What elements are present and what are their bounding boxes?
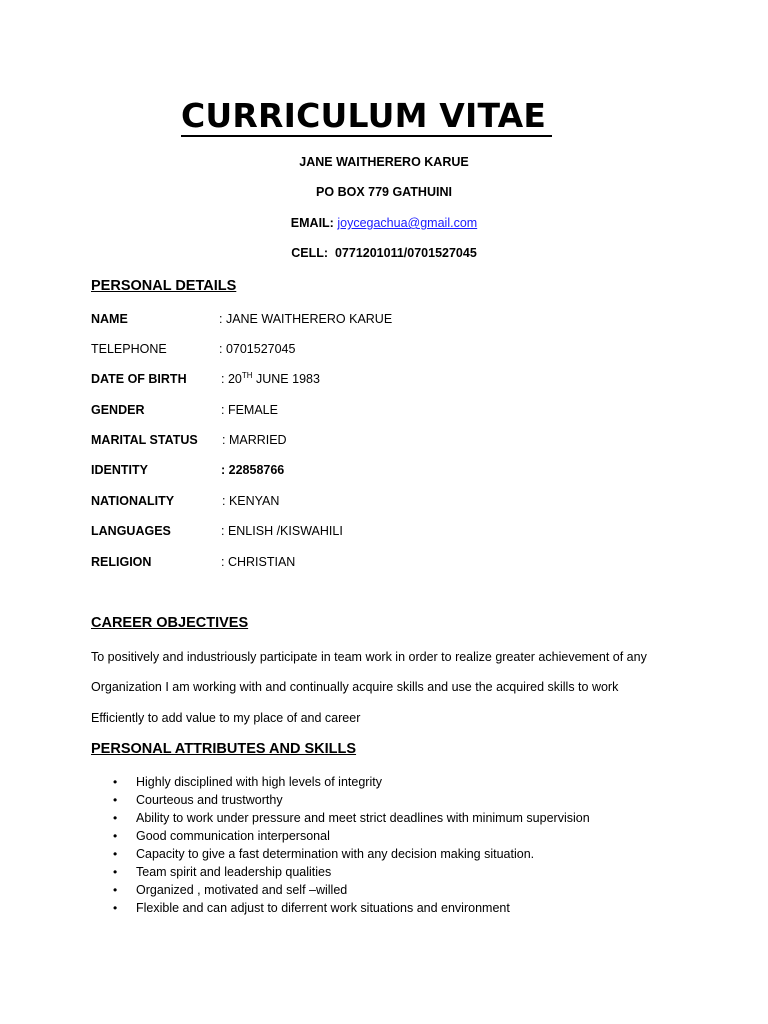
header-address: PO BOX 779 GATHUINI bbox=[316, 185, 452, 199]
detail-label: NATIONALITY bbox=[91, 494, 175, 508]
detail-value: : MARRIED bbox=[222, 433, 287, 447]
list-item bbox=[91, 810, 590, 828]
attributes-heading: PERSONAL ATTRIBUTES AND SKILLS bbox=[91, 741, 357, 757]
bullet-icon: • bbox=[113, 847, 118, 861]
skill-text: Good communication interpersonal bbox=[136, 829, 330, 843]
email-label: EMAIL: bbox=[290, 216, 334, 230]
email-link[interactable]: joycegachua@gmail.com bbox=[337, 216, 478, 230]
list-item bbox=[91, 792, 590, 810]
header-name: JANE WAITHERERO KARUE bbox=[299, 155, 469, 169]
detail-value bbox=[221, 371, 320, 387]
bullet-icon: • bbox=[113, 883, 118, 897]
header-cell-line bbox=[0, 245, 768, 261]
detail-label: NAME bbox=[91, 312, 128, 326]
skills-list bbox=[91, 774, 590, 918]
list-item bbox=[91, 846, 590, 864]
bullet-icon: • bbox=[113, 865, 118, 879]
title-underline bbox=[181, 135, 552, 137]
list-item bbox=[91, 864, 590, 882]
detail-label: TELEPHONE bbox=[91, 342, 167, 356]
list-item bbox=[91, 882, 590, 900]
bullet-icon: • bbox=[113, 775, 118, 789]
skill-text: Courteous and trustworthy bbox=[136, 793, 283, 807]
objective-line: Efficiently to add value to my place of and career bbox=[91, 711, 361, 725]
cell-label: CELL: bbox=[291, 246, 329, 260]
detail-label: LANGUAGES bbox=[91, 524, 171, 538]
objective-line: To positively and industriously participate in team work in order to realize greater achievement of any bbox=[91, 650, 647, 664]
detail-value: : FEMALE bbox=[221, 403, 278, 417]
dob-day: : 20 bbox=[221, 372, 242, 386]
skill-text: Team spirit and leadership qualities bbox=[136, 865, 332, 879]
header-email-line bbox=[0, 215, 768, 231]
bullet-icon: • bbox=[113, 901, 118, 915]
detail-label: GENDER bbox=[91, 403, 145, 417]
list-item bbox=[91, 774, 590, 792]
detail-label: RELIGION bbox=[91, 555, 152, 569]
detail-value: : JANE WAITHERERO KARUE bbox=[219, 312, 393, 326]
detail-label: IDENTITY bbox=[91, 463, 148, 477]
personal-details-heading: PERSONAL DETAILS bbox=[91, 278, 237, 294]
skill-text: Flexible and can adjust to diferrent work situations and environment bbox=[136, 901, 510, 915]
list-item bbox=[91, 900, 590, 918]
skill-text: Capacity to give a fast determination with any decision making situation. bbox=[136, 847, 535, 861]
detail-value: : 0701527045 bbox=[219, 342, 296, 356]
detail-value: : 22858766 bbox=[221, 463, 285, 477]
dob-month-year: JUNE 1983 bbox=[252, 372, 320, 386]
list-item bbox=[91, 828, 590, 846]
objective-line: Organization I am working with and continually acquire skills and use the acquired skills to work bbox=[91, 680, 619, 694]
dob-superscript: TH bbox=[241, 371, 253, 380]
detail-value: : CHRISTIAN bbox=[221, 555, 296, 569]
detail-label: DATE OF BIRTH bbox=[91, 372, 187, 386]
skill-text: Highly disciplined with high levels of integrity bbox=[136, 775, 382, 789]
detail-value: : KENYAN bbox=[222, 494, 280, 508]
document-title: CURRICULUM VITAE bbox=[181, 96, 547, 135]
bullet-icon: • bbox=[113, 811, 118, 825]
detail-value: : ENLISH /KISWAHILI bbox=[221, 524, 343, 538]
career-objectives-heading: CAREER OBJECTIVES bbox=[91, 615, 249, 631]
bullet-icon: • bbox=[113, 829, 118, 843]
detail-label: MARITAL STATUS bbox=[91, 433, 198, 447]
bullet-icon: • bbox=[113, 793, 118, 807]
skill-text: Organized , motivated and self –willed bbox=[136, 883, 348, 897]
cell-number: 0771201011/0701527045 bbox=[334, 246, 477, 260]
skill-text: Ability to work under pressure and meet strict deadlines with minimum supervision bbox=[136, 811, 590, 825]
